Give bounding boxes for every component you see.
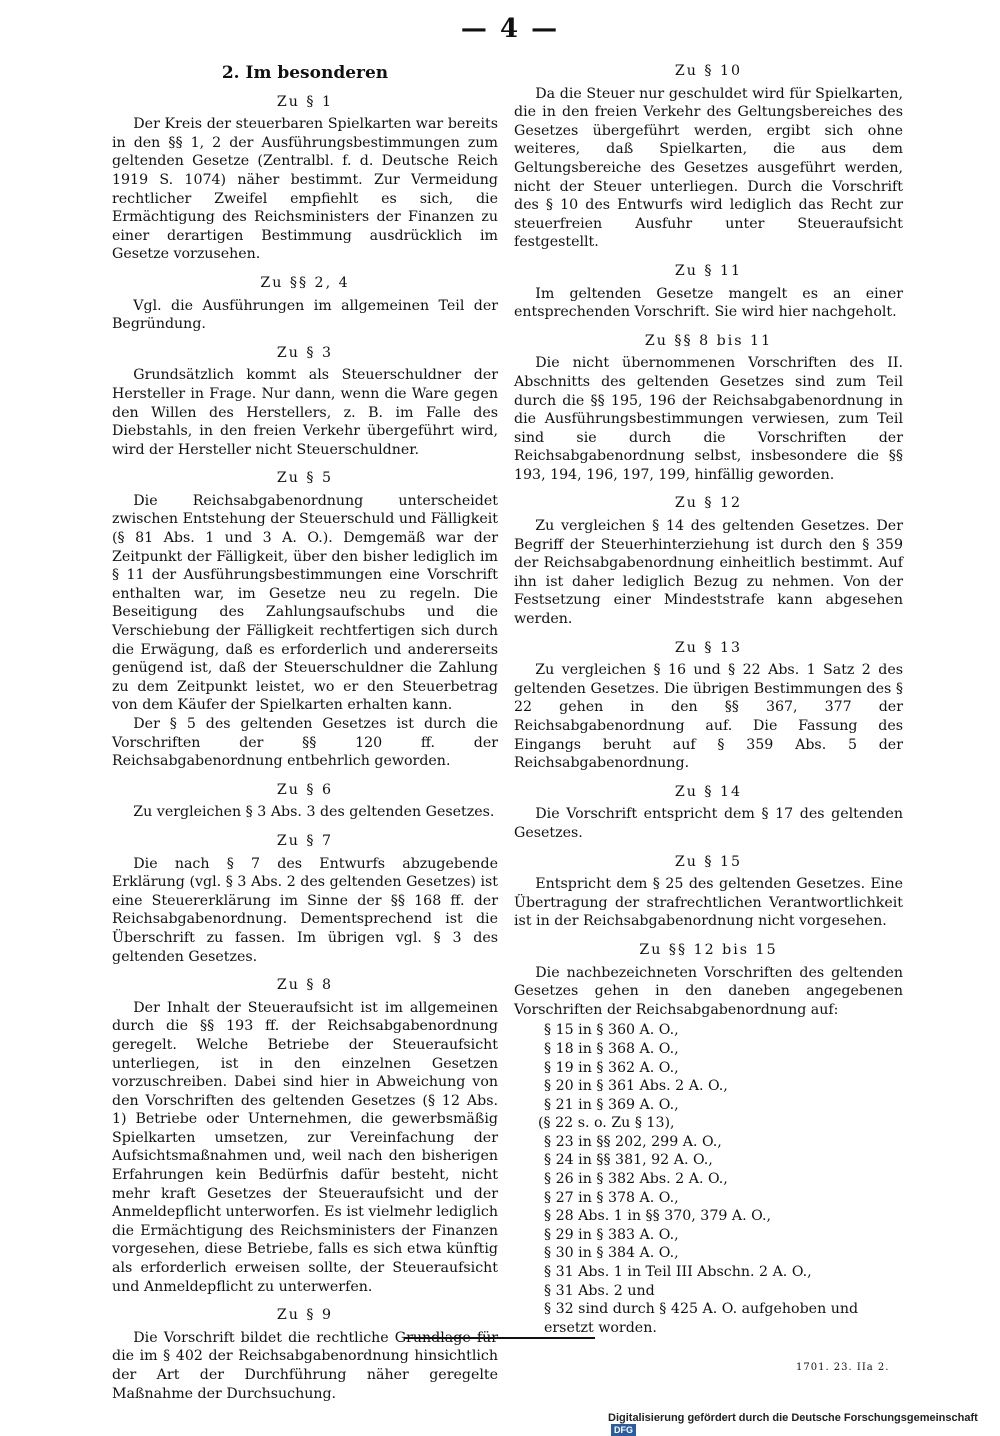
list-item: § 30 in § 384 A. O., <box>544 1245 679 1262</box>
section-paragraph: Die Vorschrift bildet die rechtliche Grundlage für die im § 402 der Reichsabgabenordnung hinsichtlich der Art der Durchführung näher geregelte Maßnahme der Durchsuchung. <box>112 1329 498 1402</box>
section-paragraph: Die nach § 7 des Entwurfs abzugebende Erklärung (vgl. § 3 Abs. 2 des geltenden Gesetzes) ist eine Steuererklärung im Sinne der §§ 168 ff. der Reichsabgabenordnung. Dementsprechend ist die Überschrift zu fassen. Im übrigen vgl. § 3 des geltenden Gesetzes. <box>112 855 498 965</box>
section-title: Zu §§ 2, 4 <box>260 274 350 291</box>
section-title: Zu § 15 <box>674 853 743 870</box>
section-title: Zu § 5 <box>276 470 334 487</box>
list-item: § 29 in § 383 A. O., <box>544 1226 679 1243</box>
list-item: § 19 in § 362 A. O., <box>544 1059 679 1076</box>
list-item: § 15 in § 360 A. O., <box>544 1022 679 1039</box>
section-paragraph: Zu vergleichen § 3 Abs. 3 des geltenden Gesetzes. <box>133 804 495 821</box>
list-item: § 26 in § 382 Abs. 2 A. O., <box>544 1171 728 1188</box>
section-title: Zu § 14 <box>674 783 743 800</box>
section-title: Zu § 13 <box>674 639 743 656</box>
right-column <box>514 62 903 1337</box>
section-title: Zu §§ 8 bis 11 <box>644 332 773 349</box>
list-item: (§ 22 s. o. Zu § 13), <box>538 1115 675 1132</box>
print-mark: 1701. 23. IIa 2. <box>796 1362 890 1373</box>
divider-rule <box>405 1337 595 1339</box>
section-title: Zu § 9 <box>276 1307 334 1324</box>
right-sections <box>514 62 903 1019</box>
list-item: § 31 Abs. 2 und <box>544 1282 655 1299</box>
section-paragraph: Entspricht dem § 25 des geltenden Gesetzes. Eine Übertragung der strafrechtlichen Verantwortlichkeit ist in der Reichsabgabenordnung nicht vorgesehen. <box>514 876 903 930</box>
footer-text: Digitalisierung gefördert durch die Deutsche Forschungsgemeinschaft <box>608 1412 978 1424</box>
section-heading: 2. Im besonderen <box>221 63 389 83</box>
provision-list <box>538 1021 903 1337</box>
list-item: § 32 sind durch § 425 A. O. aufgehoben und ersetzt worden. <box>544 1301 859 1336</box>
section-title: Zu § 1 <box>276 93 334 110</box>
section-paragraph: Im geltenden Gesetze mangelt es an einer entsprechenden Vorschrift. Sie wird hier nachgeholt. <box>514 285 903 321</box>
list-item: § 31 Abs. 1 in Teil III Abschn. 2 A. O., <box>544 1264 812 1281</box>
section-paragraph: Vgl. die Ausführungen im allgemeinen Teil der Begründung. <box>112 297 498 333</box>
section-paragraph: Der Inhalt der Steueraufsicht ist im allgemeinen durch die §§ 193 ff. der Reichsabgabenordnung geregelt. Welche Betriebe der Steueraufsicht unterliegen, ist in den einzelnen Gesetzen vorzuschreiben. Dabei sind hier in Abweichung von den Vorschriften des geltenden Gesetzes (§ 12 Abs. 1) Betriebe oder Unternehmen, die gewerbsmäßig Spielkarten umsetzen, zur Vereinfachung der Aufsichtsmaßnahmen und, weil nach den bisherigen Erfahrungen kein Bedürfnis dafür besteht, nicht mehr kraft Gesetzes der Steueraufsicht und der Anmeldepflicht unterworfen. Es ist vielmehr lediglich die Ermächtigung des Reichsministers der Finanzen vorgesehen, diese Betriebe, falls es sich etwa künftig als erforderlich erweisen sollte, der Steueraufsicht und Anmeldepflicht zu unterwerfen. <box>112 999 498 1295</box>
section-title: Zu § 11 <box>674 262 743 279</box>
section-paragraph: Der Kreis der steuerbaren Spielkarten war bereits in den §§ 1, 2 der Ausführungsbestimmungen zum geltenden Gesetze (Zentralbl. f. d. Deutsche Reich 1919 S. 1074) näher bestimmt. Zur Vermeidung rechtlicher Zweifel empfiehlt es sich, die Ermächtigung des Reichsministers der Finanzen zu einer derartigen Bestimmung ausdrücklich im Gesetze vorzusehen. <box>112 116 498 263</box>
section-paragraph: Der § 5 des geltenden Gesetzes ist durch die Vorschriften der §§ 120 ff. der Reichsabgabenordnung entbehrlich geworden. <box>112 716 498 770</box>
list-item: § 27 in § 378 A. O., <box>544 1189 679 1206</box>
section-title: Zu § 3 <box>276 344 334 361</box>
left-sections <box>112 93 498 1404</box>
section-paragraph: Die nachbezeichneten Vorschriften des geltenden Gesetzes gehen in den daneben angegebenen Vorschriften der Reichsabgabenordnung auf: <box>514 964 903 1018</box>
section-title: Zu §§ 12 bis 15 <box>639 941 778 958</box>
section-title: Zu § 10 <box>674 63 743 79</box>
section-paragraph: Grundsätzlich kommt als Steuerschuldner der Hersteller in Frage. Nur dann, wenn die Ware gegen den Willen des Herstellers, z. B. im Falle des Diebstahls, in den freien Verkehr übergeführt wird, wird der Hersteller nicht Steuerschuldner. <box>112 367 498 458</box>
section-paragraph: Zu vergleichen § 16 und § 22 Abs. 1 Satz 2 des geltenden Gesetzes. Die übrigen Bestimmungen des § 22 gehen in den §§ 367, 377 der Reichsabgabenordnung auf. Die Fassung des Eingangs beruht auf § 359 Abs. 5 der Reichsabgabenordnung. <box>514 662 903 772</box>
list-item: § 20 in § 361 Abs. 2 A. O., <box>544 1078 728 1095</box>
left-column <box>112 62 498 1403</box>
section-title: Zu § 8 <box>276 977 334 994</box>
list-item: § 21 in § 369 A. O., <box>544 1096 679 1113</box>
page-number: — 4 — <box>460 14 560 44</box>
section-paragraph: Da die Steuer nur geschuldet wird für Spielkarten, die in den freien Verkehr des Geltungsbereiches des Gesetzes übergeführt werden, ergibt sich ohne weiteres, daß Spielkarten, die aus dem Geltungsbereiche des Gesetzes ausgeführt werden, nicht der Steuer unterliegen. Durch die Vorschrift des § 10 des Entwurfs wird lediglich das Recht zur steuerfreien Ausfuhr unter Steueraufsicht festgestellt. <box>514 85 903 251</box>
section-title: Zu § 7 <box>276 832 334 849</box>
footer-credit <box>608 1412 1000 1436</box>
section-paragraph: Die Reichsabgabenordnung unterscheidet zwischen Entstehung der Steuerschuld und Fälligkeit (§ 81 Abs. 1 und 3 A. O.). Demgemäß war der Zeitpunkt der Fälligkeit, über den bisher lediglich im § 11 der Ausführungsbestimmungen eine Vorschrift enthalten war, im Gesetze neu zu regeln. Die Beseitigung des Zahlungsaufschubs und die Verschiebung der Fälligkeit rechtfertigen sich durch die Erwägung, daß es erforderlich und andererseits genügend ist, daß der Steuerschuldner die Zahlung zu dem Zeitpunkt leistet, wo er den Steuerbetrag von dem Käufer der Spielkarten erhalten kann. <box>112 492 498 714</box>
section-title: Zu § 6 <box>276 781 334 798</box>
list-item: § 18 in § 368 A. O., <box>544 1040 679 1057</box>
list-item: § 28 Abs. 1 in §§ 370, 379 A. O., <box>544 1208 771 1225</box>
dfg-logo: DFG <box>611 1424 636 1436</box>
list-item: § 24 in §§ 381, 92 A. O., <box>544 1152 713 1169</box>
section-paragraph: Die Vorschrift entspricht dem § 17 des geltenden Gesetzes. <box>514 806 903 841</box>
section-title: Zu § 12 <box>674 495 743 512</box>
list-item: § 23 in §§ 202, 299 A. O., <box>544 1133 722 1150</box>
section-paragraph: Die nicht übernommenen Vorschriften des II. Abschnitts des geltenden Gesetzes sind zum Teil durch die §§ 195, 196 der Reichsabgabenordnung in die Ausführungsbestimmungen verwiesen, zum Teil sind sie durch die Vorschriften der Reichsabgabenordnung selbst, insbesondere die §§ 193, 194, 196, 197, 199, hinfällig geworden. <box>514 355 903 483</box>
section-paragraph: Zu vergleichen § 14 des geltenden Gesetzes. Der Begriff der Steuerhinterziehung ist durch den § 359 der Reichsabgabenordnung einheitlich bestimmt. Auf ihn ist daher lediglich Bezug zu nehmen. Von der Festsetzung einer Mindeststrafe kann abgesehen werden. <box>514 518 903 628</box>
